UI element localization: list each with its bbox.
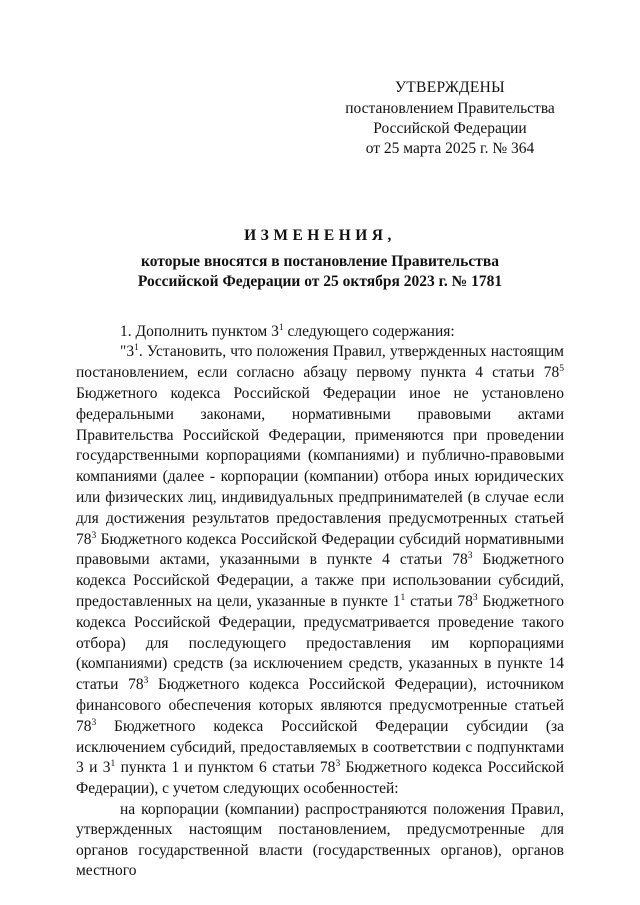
text-run: пункта 1 и пунктом 6 статьи 78 bbox=[115, 759, 336, 777]
superscript: 1 bbox=[278, 322, 284, 333]
paragraph-1 bbox=[76, 322, 564, 342]
paragraph-3: на корпорации (компании) распространяются положения Правил, утвержденных настоящим постановлением, предусмотренные для органов государственной власти (государственных органов), органов местного bbox=[76, 800, 564, 880]
superscript: 3 bbox=[91, 717, 97, 728]
text-run: 1. Дополнить пунктом 3 bbox=[120, 323, 279, 340]
text-run: статьи 78 bbox=[405, 592, 473, 610]
approval-stamp bbox=[340, 78, 560, 159]
superscript: 3 bbox=[335, 759, 341, 770]
superscript: 3 bbox=[91, 530, 97, 541]
approval-date-line: от 25 марта 2025 г. № 364 bbox=[365, 140, 535, 157]
paragraph-2 bbox=[76, 342, 564, 800]
text-run: Бюджетного кодекса Российской Федерации), с учетом следующих особенностей: bbox=[76, 759, 565, 798]
approval-line: постановлением Правительства bbox=[345, 100, 555, 117]
document-body bbox=[76, 322, 564, 882]
text-run: следующего содержания: bbox=[283, 323, 455, 340]
text-run: "3 bbox=[120, 343, 135, 361]
text-run: Бюджетного кодекса Российской Федерации иное не установлено федеральными законами, нормативными правовыми актами Правительства Российской Федерации, применяются при проведении государственными корпорациями (компаниями) и публично-правовыми компаниями (далее - корпорации (компании) отбора иных юридических или физических лиц, индивидуальных предпринимателей (в случае если для достижения результатов предоставления предусмотренных статьей 78 bbox=[76, 385, 564, 548]
title-changes: ИЗМЕНЕНИЯ, bbox=[244, 227, 396, 244]
superscript: 1 bbox=[400, 592, 406, 603]
approval-heading: УТВЕРЖДЕНЫ bbox=[395, 79, 505, 96]
text-run: Бюджетного кодекса Российской Федерации субсидий нормативными правовыми актами, указанными в пункте 4 статьи 78 bbox=[76, 530, 564, 569]
text-run: . Установить, что положения Правил, утвержденных настоящим постановлением, если согласно абзацу первому пункта 4 статьи 78 bbox=[76, 343, 564, 382]
document-title bbox=[60, 226, 580, 292]
superscript: 3 bbox=[467, 551, 473, 562]
title-subtitle-line: Российской Федерации от 25 октября 2023 г. № 1781 bbox=[137, 273, 503, 290]
superscript: 3 bbox=[143, 676, 149, 686]
title-subtitle-line: которые вносятся в постановление Правительства bbox=[141, 253, 499, 270]
approval-line: Российской Федерации bbox=[373, 120, 527, 137]
text-run: Бюджетного кодекса Российской Федерации), источником финансового обеспечения которых являются предусмотренные статьей 78 bbox=[76, 676, 564, 735]
superscript: 3 bbox=[472, 592, 478, 603]
text-run: Бюджетного кодекса Российской Федерации субсидии (за исключением субсидий, предоставляемых в соответствии с подпунктами 3 и 3 bbox=[76, 717, 564, 777]
superscript: 5 bbox=[559, 364, 564, 375]
text-run: Бюджетного кодекса Российской Федерации, а также при использовании субсидий, предоставленных на цели, указанные в пункте 1 bbox=[76, 551, 564, 610]
superscript: 1 bbox=[110, 759, 116, 770]
text-run: Бюджетного кодекса Российской Федерации, предусматривается проведение такого отбора) для последующего предоставления им корпорациями (компаниями) средств (за исключением средств, указанных в пункте 14 статьи 78 bbox=[76, 592, 564, 694]
superscript: 1 bbox=[134, 343, 139, 354]
